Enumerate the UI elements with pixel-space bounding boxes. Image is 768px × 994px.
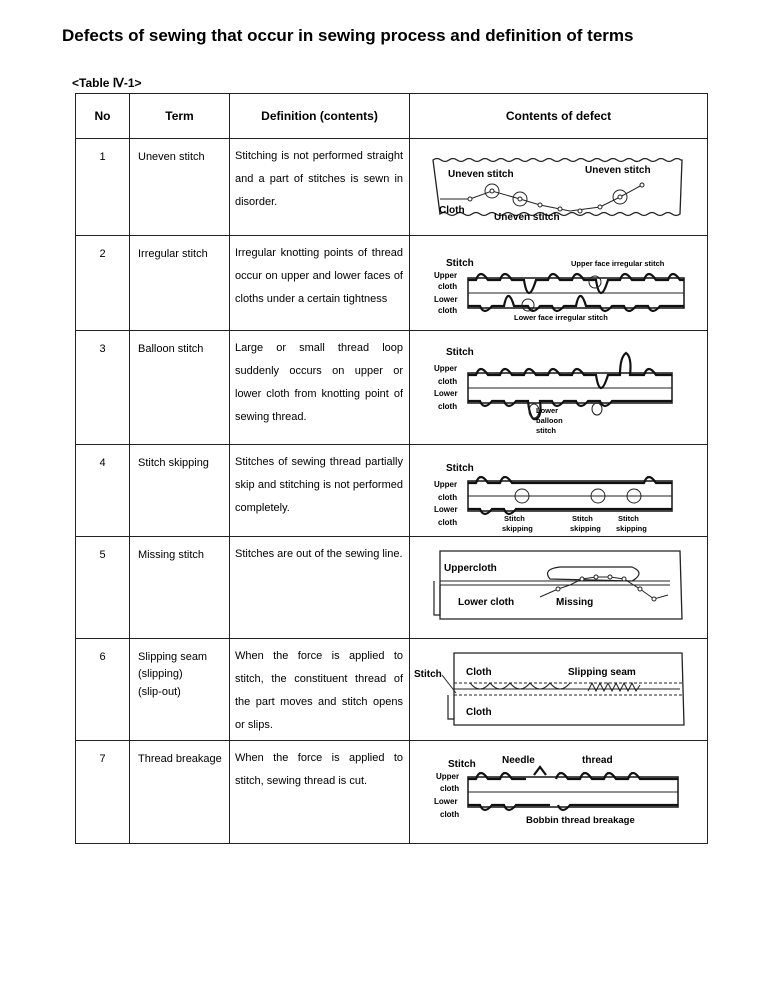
row-no: 2 bbox=[76, 236, 130, 331]
stitch-loops bbox=[470, 683, 570, 689]
table-row bbox=[76, 139, 708, 236]
row-term bbox=[130, 331, 230, 445]
page-title: Defects of sewing that occur in sewing process and definition of terms bbox=[62, 26, 634, 45]
term-line: Uneven stitch bbox=[138, 151, 205, 163]
table-header-row bbox=[76, 94, 708, 139]
figure-missing-stitch bbox=[410, 537, 708, 639]
cloth-fold bbox=[448, 695, 454, 719]
header-definition: Definition (contents) bbox=[230, 94, 410, 139]
table-row bbox=[76, 236, 708, 331]
stitch-skipping-illustration bbox=[410, 445, 708, 537]
figure-label: Lower cloth bbox=[458, 597, 515, 608]
row-definition bbox=[230, 639, 410, 741]
figure-label: balloon bbox=[536, 416, 563, 425]
table-row bbox=[76, 639, 708, 741]
balloon-stitch-illustration bbox=[410, 331, 708, 445]
row-no: 3 bbox=[76, 331, 130, 445]
figure-label: cloth bbox=[440, 810, 460, 819]
definition-text: Large or small thread loop suddenly occurs on upper or lower cloth from knotting point of sewing thread. bbox=[235, 342, 403, 423]
figure-label: Lower face irregular stitch bbox=[514, 313, 608, 322]
slipped-stitches bbox=[588, 683, 640, 691]
row-no: 5 bbox=[76, 537, 130, 639]
figure-irregular-stitch bbox=[410, 236, 708, 331]
upper-thread bbox=[468, 477, 672, 483]
figure-label: Stitch bbox=[446, 258, 474, 269]
thread-breakage-illustration bbox=[410, 741, 708, 844]
figure-label: Lower bbox=[434, 797, 458, 806]
definition-text: Irregular knotting points of thread occur on upper and lower faces of cloths under a certain tightness bbox=[235, 247, 403, 305]
row-term bbox=[130, 639, 230, 741]
table-row bbox=[76, 445, 708, 537]
figure-label: skipping bbox=[570, 524, 601, 533]
term-line: Irregular stitch bbox=[138, 248, 208, 260]
figure-label: Cloth bbox=[439, 205, 465, 216]
cloth-fold bbox=[434, 581, 440, 615]
figure-label: Cloth bbox=[466, 707, 492, 718]
figure-label: cloth bbox=[438, 518, 458, 527]
figure-label: cloth bbox=[438, 306, 458, 315]
row-definition bbox=[230, 445, 410, 537]
table-label: <Table Ⅳ-1> bbox=[72, 76, 142, 90]
figure-label: Upper bbox=[434, 480, 458, 489]
figure-label: skipping bbox=[616, 524, 647, 533]
row-term bbox=[130, 236, 230, 331]
term-line: Missing stitch bbox=[138, 549, 205, 561]
figure-label: Stitch bbox=[618, 514, 639, 523]
table-row bbox=[76, 741, 708, 844]
table-row bbox=[76, 537, 708, 639]
definition-text: When the force is applied to stitch, the constituent thread of the part moves and stitch opens or slips. bbox=[235, 650, 403, 731]
header-no: No bbox=[76, 94, 130, 139]
figure-balloon-stitch bbox=[410, 331, 708, 445]
row-definition bbox=[230, 139, 410, 236]
row-term bbox=[130, 537, 230, 639]
row-no: 4 bbox=[76, 445, 130, 537]
upper-thread bbox=[468, 353, 672, 388]
figure-label: Bobbin thread breakage bbox=[526, 815, 635, 826]
figure-label: Missing bbox=[556, 597, 594, 608]
row-term bbox=[130, 445, 230, 537]
term-line: Slipping seam bbox=[138, 651, 208, 663]
figure-label: Lower bbox=[536, 406, 559, 415]
term-line: (slip-out) bbox=[138, 686, 181, 698]
figure-label: Cloth bbox=[466, 667, 492, 678]
term-line: Stitch skipping bbox=[138, 457, 209, 469]
row-definition bbox=[230, 537, 410, 639]
definition-text: Stitching is not performed straight and a part of stitches is sewn in disorder. bbox=[235, 150, 403, 208]
figure-label: cloth bbox=[438, 377, 458, 386]
figure-label: thread bbox=[582, 755, 613, 766]
figure-label: cloth bbox=[438, 282, 458, 291]
header-contents: Contents of defect bbox=[410, 94, 708, 139]
defects-table bbox=[75, 93, 708, 844]
header-term: Term bbox=[130, 94, 230, 139]
row-term bbox=[130, 741, 230, 844]
figure-label: Stitch bbox=[504, 514, 525, 523]
figure-label: Stitch bbox=[446, 463, 474, 474]
figure-uneven-stitch bbox=[410, 139, 708, 236]
term-line: (slipping) bbox=[138, 668, 183, 680]
definition-text: Stitches are out of the sewing line. bbox=[235, 548, 403, 560]
figure-thread-breakage bbox=[410, 741, 708, 844]
uneven-stitch-illustration bbox=[410, 139, 708, 236]
figure-label: Stitch bbox=[448, 759, 476, 770]
figure-label: Upper bbox=[436, 772, 460, 781]
upper-thread bbox=[468, 274, 684, 293]
figure-label: Stitch bbox=[446, 347, 474, 358]
figure-label: cloth bbox=[438, 493, 458, 502]
figure-label: Uneven stitch bbox=[585, 165, 651, 176]
figure-label: Lower bbox=[434, 389, 458, 398]
figure-label: Slipping seam bbox=[568, 667, 636, 678]
figure-label: Upper face irregular stitch bbox=[571, 259, 665, 268]
figure-stitch-skipping bbox=[410, 445, 708, 537]
definition-text: When the force is applied to stitch, sewing thread is cut. bbox=[235, 752, 403, 787]
row-no: 6 bbox=[76, 639, 130, 741]
missing-stitch-illustration bbox=[410, 537, 708, 639]
figure-label: Uneven stitch bbox=[448, 169, 514, 180]
figure-label: Stitch bbox=[572, 514, 593, 523]
figure-label: cloth bbox=[438, 402, 458, 411]
row-term bbox=[130, 139, 230, 236]
figure-label: Uppercloth bbox=[444, 563, 497, 574]
definition-text: Stitches of sewing thread partially skip and stitching is not performed completely. bbox=[235, 456, 403, 514]
figure-label: Stitch bbox=[414, 669, 442, 680]
irregular-stitch-illustration bbox=[410, 236, 708, 331]
row-definition bbox=[230, 331, 410, 445]
figure-label: Uneven stitch bbox=[494, 212, 560, 223]
figure-label: skipping bbox=[502, 524, 533, 533]
row-definition bbox=[230, 236, 410, 331]
figure-label: Upper bbox=[434, 364, 458, 373]
term-line: Thread breakage bbox=[138, 753, 222, 765]
balloon-loop bbox=[592, 403, 602, 415]
figure-label: Upper bbox=[434, 271, 458, 280]
figure-label: Lower bbox=[434, 295, 458, 304]
table-row bbox=[76, 331, 708, 445]
figure-label: stitch bbox=[536, 426, 557, 435]
row-no: 1 bbox=[76, 139, 130, 236]
row-no: 7 bbox=[76, 741, 130, 844]
figure-label: Lower bbox=[434, 505, 458, 514]
row-definition bbox=[230, 741, 410, 844]
cloth-edge bbox=[440, 581, 670, 585]
figure-label: Needle bbox=[502, 755, 535, 766]
slipping-seam-illustration bbox=[410, 639, 708, 741]
figure-slipping-seam bbox=[410, 639, 708, 741]
figure-label: cloth bbox=[440, 784, 460, 793]
term-line: Balloon stitch bbox=[138, 343, 204, 355]
